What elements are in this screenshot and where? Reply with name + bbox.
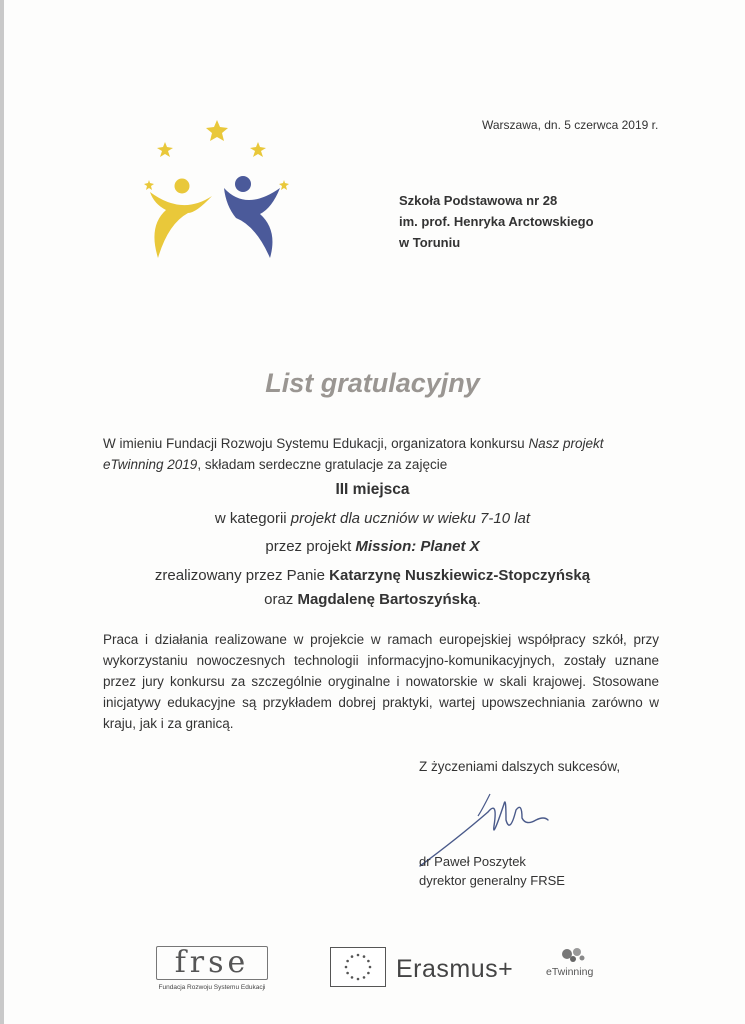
intro-text-1: W imieniu Fundacji Rozwoju Systemu Edukacji, organizatora konkursu <box>103 436 529 451</box>
frse-caption: Fundacja Rozwoju Systemu Edukacji <box>158 984 266 991</box>
project-prefix: przez projekt <box>265 538 356 555</box>
signer-block <box>419 852 565 890</box>
category-name: projekt dla uczniów w wieku 7-10 lat <box>290 510 531 527</box>
award-place: III miejsca <box>335 481 410 498</box>
closing-wishes: Z życzeniami dalszych sukcesów, <box>419 759 621 774</box>
document-title: List gratulacyjny <box>265 368 480 398</box>
etwinning-star-icon <box>558 944 588 964</box>
date-line: Warszawa, dn. 5 czerwca 2019 r. <box>482 118 659 132</box>
erasmus-logo <box>330 945 530 989</box>
body-paragraph: Praca i działania realizowane w projekcie w ramach europejskiej współpracy szkół, przy wykorzystaniu nowoczesnych technologii informacyjno-komunikacyjnych, zostały uznane przez jury konkursu za szczególnie oryginalne i nowatorskie w skali krajowej. Stosowane inicjatywy edukacyjne są przykładem dobrej praktyki, wartej upowszechniania zarówno w kraju, jak i za granicą. <box>103 632 659 731</box>
project-line <box>0 538 745 555</box>
contest-name: Nasz projekt eTwinning 2019 <box>103 436 604 472</box>
signer-name: dr Paweł Poszytek <box>419 854 526 869</box>
eu-flag-icon <box>330 947 386 987</box>
etwinning-logo <box>546 944 610 988</box>
intro-paragraph <box>103 433 663 475</box>
school-logo-icon <box>140 118 295 263</box>
signer-role: dyrektor generalny FRSE <box>419 873 565 888</box>
teacher-1: Katarzynę Nuszkiewicz-Stopczyńską <box>329 567 591 584</box>
school-address <box>399 190 594 253</box>
realized-suffix: . <box>476 591 481 608</box>
school-name: Szkoła Podstawowa nr 28 <box>399 193 558 208</box>
category-prefix: w kategorii <box>214 510 291 527</box>
teacher-2: Magdalenę Bartoszyńską <box>297 591 477 608</box>
realized-line-2 <box>0 591 745 608</box>
project-name: Mission: Planet X <box>355 538 480 555</box>
award-category <box>0 510 745 527</box>
realized-connector: oraz <box>264 591 298 608</box>
intro-text-2: , składam serdeczne gratulacje za zajęcie <box>197 457 448 472</box>
realized-prefix: zrealizowany przez Panie <box>154 567 330 584</box>
frse-logo <box>156 946 276 996</box>
etwinning-wordmark: eTwinning <box>546 966 594 978</box>
erasmus-wordmark: Erasmus+ <box>396 955 514 983</box>
school-patron: im. prof. Henryka Arctowskiego <box>399 214 594 229</box>
realized-line-1 <box>0 567 745 584</box>
school-city: w Toruniu <box>399 235 461 250</box>
frse-mark: frse <box>156 946 268 980</box>
